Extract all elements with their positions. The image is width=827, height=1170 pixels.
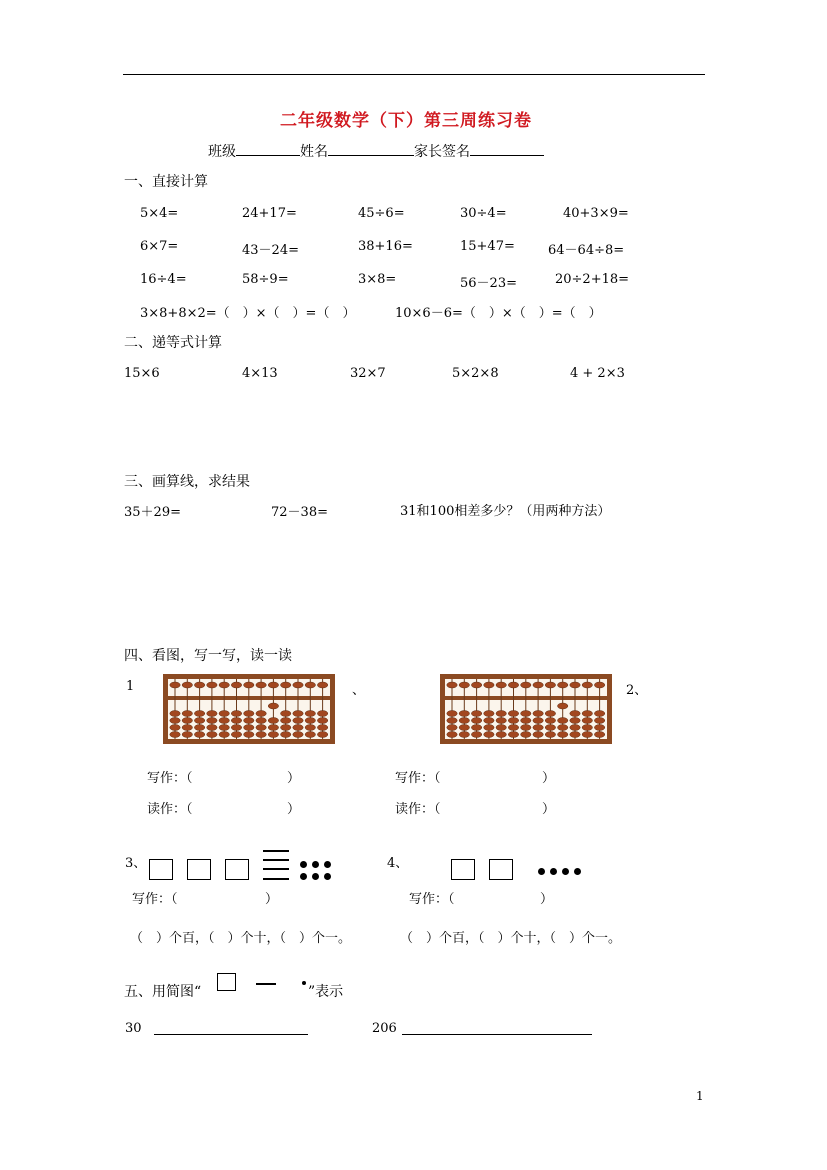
ten-line-icon [263,859,289,861]
separator-mark: 、 [352,683,366,698]
section-1-heading: 一、直接计算 [124,174,208,190]
hundred-square-icon [451,859,475,880]
name-field[interactable] [328,143,414,156]
hundred-square-icon [187,859,211,880]
write-as-label: 写作：（ [147,771,193,786]
one-dot-icon [324,873,331,880]
answer-line[interactable] [402,1034,592,1035]
close-paren: ） [287,802,301,817]
calc-item: 38+16= [358,239,413,254]
read-as-label: 读作：（ [395,802,441,817]
header-rule [123,74,705,75]
write-as-label: 写作：（ [395,771,441,786]
ten-line-icon [263,878,289,880]
hundred-square-icon [489,859,513,880]
section-3-heading: 三、画算线，求结果 [124,474,250,490]
stepwise-item: 4×13 [242,366,278,381]
one-dot-icon [538,868,545,875]
calc-item: 40+3×9= [563,206,629,221]
fill-expression: 10×6－6=（ ）×（ ）=（ ） [395,306,602,321]
one-dot-icon [550,868,557,875]
calc-item: 6×7= [140,239,179,254]
one-dot-icon [574,868,581,875]
parent-signature-label: 家长签名 [414,144,470,160]
place-value-fill: （ ）个百，（ ）个十，（ ）个一。 [400,931,622,946]
calc-item: 43－24= [242,243,299,258]
stepwise-item: 4 + 2×3 [570,366,625,381]
answer-line[interactable] [154,1034,308,1035]
section-4-heading: 四、看图，写一写，读一读 [124,648,292,664]
calc-item: 3×8= [358,272,397,287]
place-value-fill: （ ）个百，（ ）个十，（ ）个一。 [130,931,352,946]
hundred-square-icon [217,973,236,991]
stepwise-item: 15×6 [124,366,160,381]
calc-item: 20÷2+18= [555,272,630,287]
calc-item: 30÷4= [460,206,507,221]
write-as-label: 写作：（ [409,892,455,907]
problem-number: 1 [126,679,135,694]
ten-line-icon [256,983,276,985]
calc-item: 16÷4= [140,272,187,287]
calc-item: 15+47= [460,239,515,254]
section-5-heading: 五、用简图“ [124,984,202,1000]
abacus-picture-2 [440,674,612,744]
write-as-label: 写作：（ [132,892,178,907]
class-field[interactable] [236,143,300,156]
student-info-line [208,141,544,161]
one-dot-icon [324,861,331,868]
abacus-picture-1 [163,674,335,744]
close-paren: ） [265,892,279,907]
hundred-square-icon [225,859,249,880]
number-206: 206 [372,1021,397,1036]
one-dot-icon [562,868,569,875]
calc-item: 58÷9= [242,272,289,287]
class-label: 班级 [208,144,236,160]
calc-item: 5×4= [140,206,179,221]
parent-signature-field[interactable] [470,143,544,156]
section-2-heading: 二、递等式计算 [124,335,222,351]
stepwise-item: 32×7 [350,366,386,381]
problem-number: 4、 [387,856,409,871]
problem-number: 2、 [626,683,648,698]
number-line-item: 72－38= [271,505,328,520]
fill-expression: 3×8+8×2=（ ）×（ ）=（ ） [140,306,356,321]
calc-item: 56－23= [460,276,517,291]
close-paren: ） [287,771,301,786]
one-dot-icon [312,873,319,880]
number-line-item: 35＋29= [124,505,181,520]
calc-item: 24+17= [242,206,297,221]
one-dot-icon [300,873,307,880]
page-number: 1 [696,1089,704,1103]
calc-item: 45÷6= [358,206,405,221]
ten-line-icon [263,868,289,870]
hundred-square-icon [149,859,173,880]
section-5-tail: ”表示 [308,984,344,1000]
one-dot-icon [302,981,306,985]
close-paren: ） [540,892,554,907]
name-label: 姓名 [300,144,328,160]
close-paren: ） [542,771,556,786]
number-30: 30 [125,1021,142,1036]
close-paren: ） [542,802,556,817]
one-dot-icon [312,861,319,868]
stepwise-item: 5×2×8 [452,366,499,381]
ten-line-icon [263,850,289,852]
problem-number: 3、 [125,856,147,871]
one-dot-icon [300,861,307,868]
read-as-label: 读作：（ [147,802,193,817]
difference-question: 31和100相差多少？（用两种方法） [400,504,611,519]
page-title: 二年级数学（下）第三周练习卷 [280,111,532,131]
calc-item: 64－64÷8= [548,243,625,258]
